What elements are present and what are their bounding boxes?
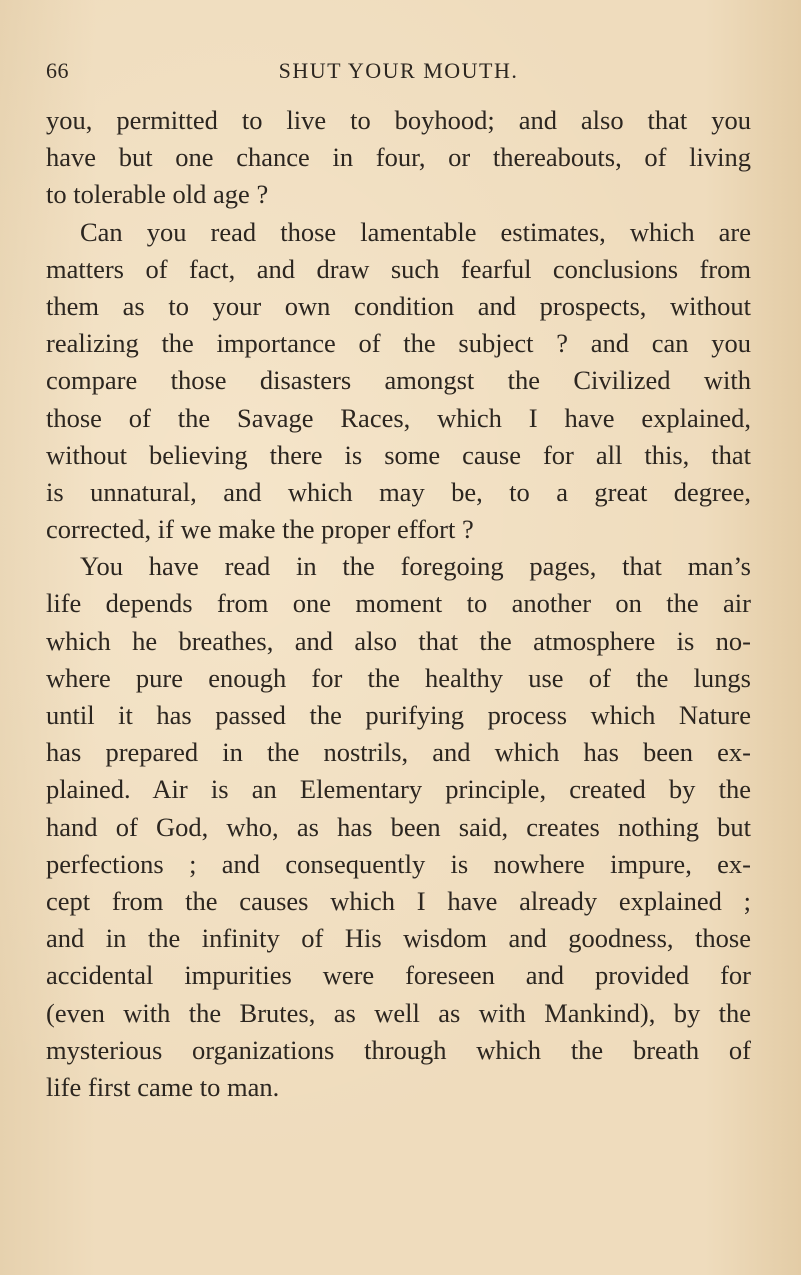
text-line: which he breathes, and also that the atmosphere is no-: [46, 625, 751, 656]
text-line: you, permitted to live to boyhood; and also that you: [46, 105, 751, 135]
text-line: those of the Savage Races, which I have explained,: [46, 402, 751, 433]
text-line: Can you read those lamentable estimates, which are: [80, 216, 751, 247]
body-text: [46, 102, 751, 1106]
text-line: without believing there is some cause for all this, that: [46, 439, 751, 470]
text-line: You have read in the foregoing pages, that man’s: [80, 551, 751, 582]
text-line: until it has passed the purifying process which Nature: [46, 700, 751, 730]
text-line: hand of God, who, as has been said, creates nothing but: [46, 811, 751, 842]
text-line: is unnatural, and which may be, to a great degree,: [46, 476, 751, 507]
text-line: cept from the causes which I have already explained ;: [46, 885, 751, 916]
text-line: to tolerable old age ?: [46, 179, 269, 210]
text-line: life depends from one moment to another on the air: [46, 588, 751, 619]
text-line: life first came to man.: [46, 1071, 280, 1102]
text-line: plained. Air is an Elementary principle, created by the: [46, 774, 751, 805]
running-title: SHUT YOUR MOUTH.: [278, 58, 519, 83]
text-line: compare those disasters amongst the Civilized with: [46, 365, 751, 396]
running-head: [46, 58, 751, 88]
text-line: accidental impurities were foreseen and provided for: [46, 960, 751, 991]
page-number: 66: [46, 58, 69, 83]
text-line: have but one chance in four, or thereabouts, of living: [46, 142, 751, 173]
text-line: them as to your own condition and prospects, without: [46, 290, 751, 321]
text-line: (even with the Brutes, as well as with Mankind), by the: [46, 997, 751, 1028]
text-line: mysterious organizations through which the breath of: [46, 1034, 751, 1065]
text-line: realizing the importance of the subject ? and can you: [46, 328, 751, 359]
text-line: has prepared in the nostrils, and which has been ex-: [46, 737, 751, 768]
text-line: matters of fact, and draw such fearful conclusions from: [46, 253, 751, 284]
text-line: and in the infinity of His wisdom and goodness, those: [46, 923, 751, 954]
text-line: corrected, if we make the proper effort ?: [46, 514, 474, 545]
text-line: where pure enough for the healthy use of the lungs: [46, 662, 751, 693]
text-line: perfections ; and consequently is nowhere impure, ex-: [46, 848, 751, 879]
